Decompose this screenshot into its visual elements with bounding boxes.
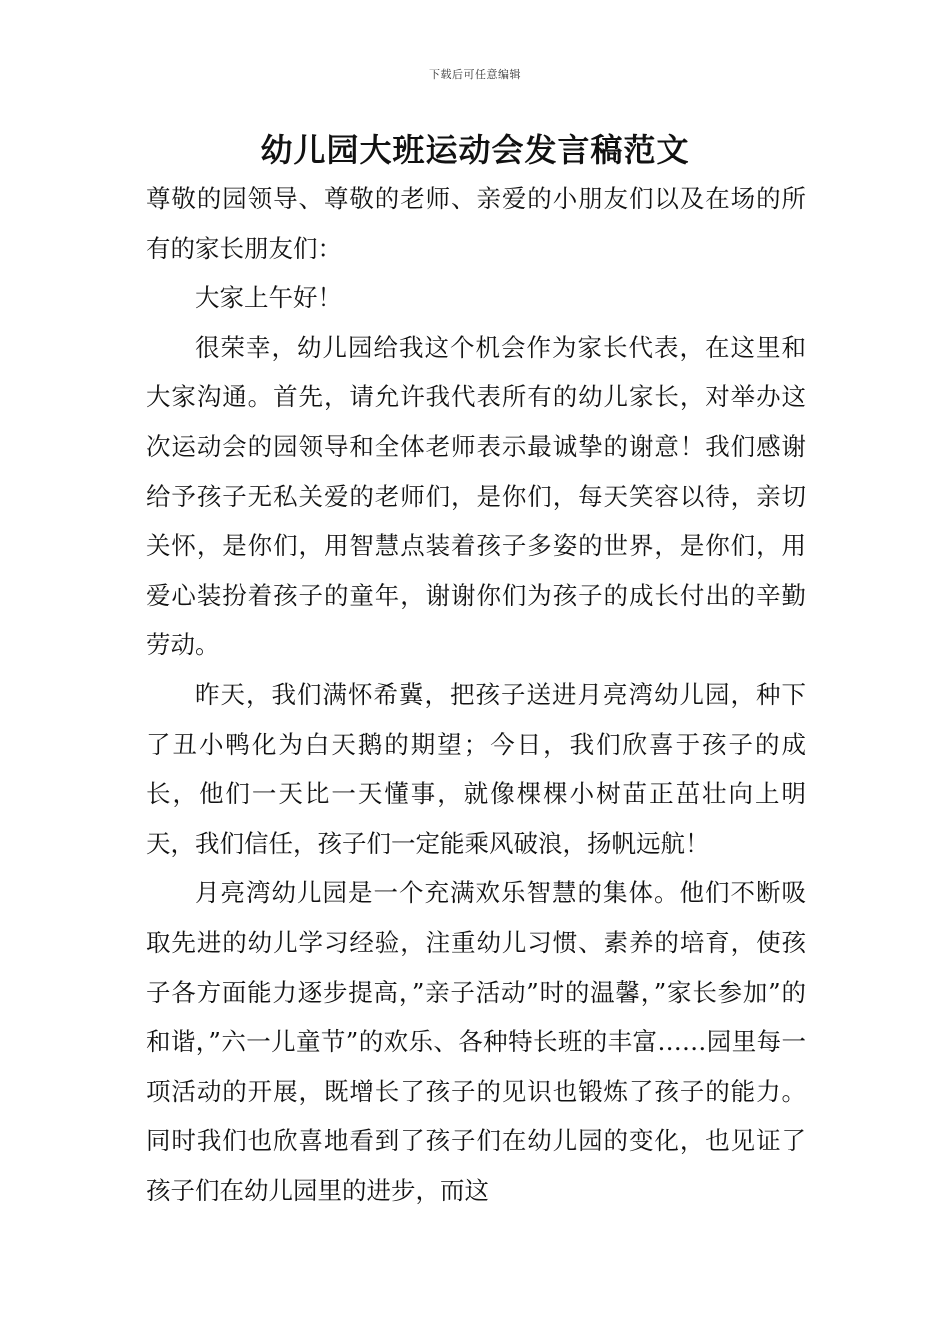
paragraph-1: 很荣幸，幼儿园给我这个机会作为家长代表，在这里和大家沟通。首先，请允许我代表所有的幼儿家长，对举办这次运动会的园领导和全体老师表示最诚挚的谢意！我们感谢给予孩子无私关爱的老师们，是你们，每天笑容以待，亲切关怀，是你们，用智慧点装着孩子多姿的世界，是你们，用爱心装扮着孩子的童年，谢谢你们为孩子的成长付出的辛勤劳动。 [146, 332, 806, 660]
paragraph-2: 昨天，我们满怀希冀，把孩子送进月亮湾幼儿园，种下了丑小鸭化为白天鹅的期望；今日，我们欣喜于孩子的成长，他们一天比一天懂事，就像棵棵小树苗正茁壮向上明天，我们信任，孩子们一定能乘风破浪，扬帆远航！ [146, 679, 806, 858]
salutation: 尊敬的园领导、尊敬的老师、亲爱的小朋友们以及在场的所有的家长朋友们： [146, 184, 806, 263]
document-body [146, 174, 806, 1215]
document-title: 幼儿园大班运动会发言稿范文 [260, 131, 690, 169]
greeting: 大家上午好！ [195, 283, 342, 313]
paragraph-3: 月亮湾幼儿园是一个充满欢乐智慧的集体。他们不断吸取先进的幼儿学习经验，注重幼儿习惯、素养的培育，使孩子各方面能力逐步提高，”亲子活动”时的温馨，”家长参加”的和谐，”六一儿童节”的欢乐、各种特长班的丰富……园里每一项活动的开展，既增长了孩子的见识也锻炼了孩子的能力。同时我们也欣喜地看到了孩子们在幼儿园的变化，也见证了孩子们在幼儿园里的进步，而这 [146, 878, 806, 1205]
header-note: 下载后可任意编辑 [429, 68, 521, 81]
